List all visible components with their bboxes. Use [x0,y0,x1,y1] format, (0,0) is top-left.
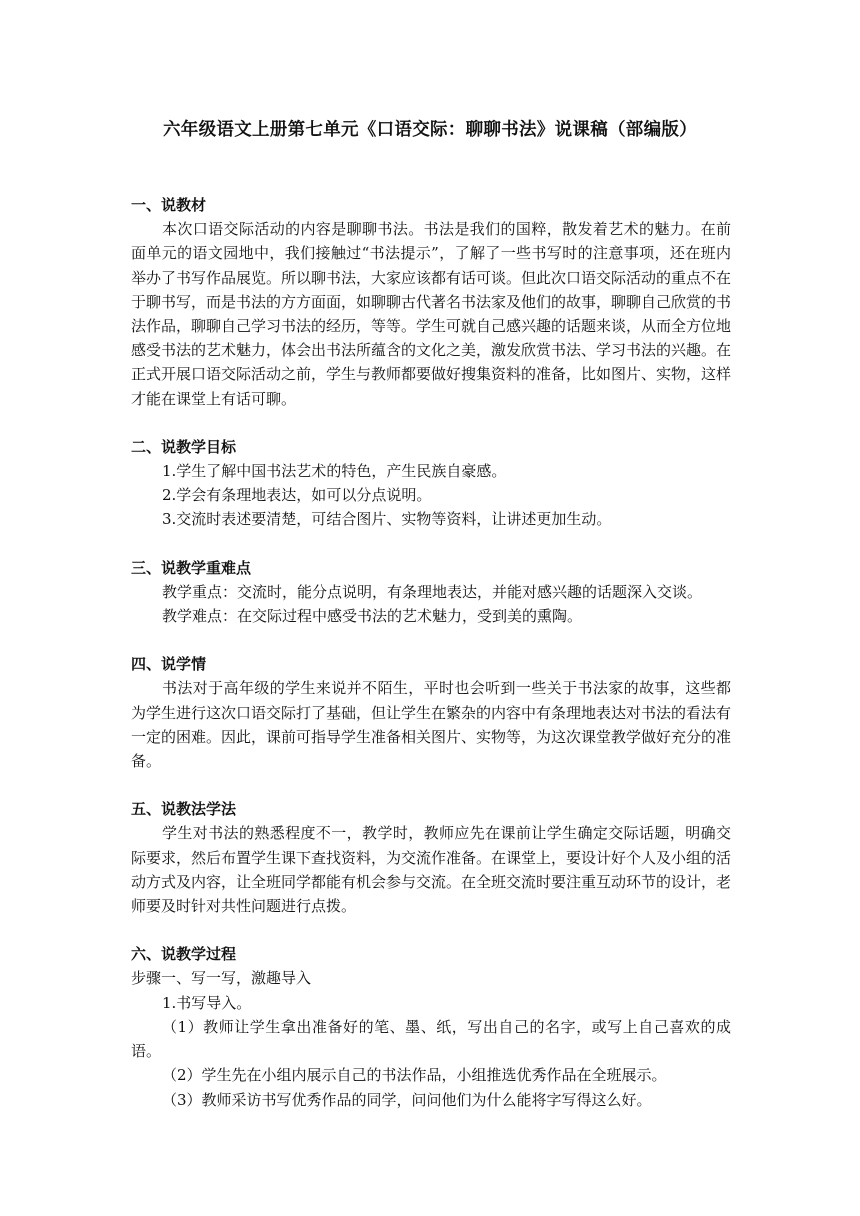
spacer [131,773,731,797]
paragraph: 教学难点：在交际过程中感受书法的艺术魅力，受到美的熏陶。 [162,607,583,626]
list-item: 1.学生了解中国书法艺术的特色，产生民族自豪感。 [162,462,507,481]
spacer [131,918,731,942]
section-teaching-goals [131,435,731,532]
section-student-analysis [131,652,731,773]
section-teaching-material [131,193,731,411]
document-body [131,193,731,1112]
paragraph: （2）学生先在小组内展示自己的书法作品，小组推选优秀作品在全班展示。 [162,1066,667,1085]
section-methods [131,797,731,918]
list-item: 3.交流时表述要清楚，可结合图片、实物等资料，让讲述更加生动。 [162,510,612,529]
paragraph: 学生对书法的熟悉程度不一，教学时，教师应先在课前让学生确定交际话题，明确交际要求，然后布置学生课下查找资料，为交流作准备。在课堂上，要设计好个人及小组的活动方式及内容，让全班同学都能有机会参与交流。在全班交流时要注重互动环节的设计，老师要及时针对共性问题进行点拨。 [131,824,732,916]
section-teaching-process [131,942,731,1111]
section-heading: 六、说教学过程 [131,945,237,964]
section-heading: 二、说教学目标 [131,437,237,456]
paragraph: 教学重点：交流时，能分点说明，有条理地表达，并能对感兴趣的话题深入交谈。 [162,582,703,601]
section-heading: 五、说教法学法 [131,800,237,819]
step-heading: 步骤一、写一写，激趣导入 [131,969,312,988]
paragraph: 本次口语交际活动的内容是聊聊书法。书法是我们的国粹，散发着艺术的魅力。在前面单元的语文园地中，我们接触过“书法提示”，了解了一些书写时的注意事项，还在班内举办了书写作品展览。所以聊书法，大家应该都有话可谈。但此次口语交际活动的重点不在于聊书写，而是书法的方方面面，如聊聊古代著名书法家及他们的故事，聊聊自己欣赏的书法作品，聊聊自己学习书法的经历，等等。学生可就自己感兴趣的话题来谈，从而全方位地感受书法的艺术魅力，体会出书法所蕴含的文化之美，激发欣赏书法、学习书法的兴趣。在正式开展口语交际活动之前，学生与教师都要做好搜集资料的准备，比如图片、实物，这样才能在课堂上有话可聊。 [131,220,732,408]
list-item: 2.学会有条理地表达，如可以分点说明。 [162,486,432,505]
paragraph: 书法对于高年级的学生来说并不陌生，平时也会听到一些关于书法家的故事，这些都为学生进行这次口语交际打了基础，但让学生在繁杂的内容中有条理地表达对书法的看法有一定的困难。因此，课前可指导学生准备相关图片、实物等，为这次课堂教学做好充分的准备。 [131,679,732,771]
section-heading: 三、说教学重难点 [131,558,252,577]
section-heading: 一、说教材 [131,196,207,214]
sub-heading: 1.书写导入。 [162,993,252,1012]
spacer [131,411,731,435]
section-heading: 四、说学情 [131,655,207,674]
paragraph: （3）教师采访书写优秀作品的同学，问问他们为什么能将字写得这么好。 [162,1090,652,1109]
spacer [131,532,731,556]
section-key-points [131,556,731,629]
spacer [131,628,731,652]
document-title: 六年级语文上册第七单元《口语交际：聊聊书法》说课稿（部编版） [163,120,697,140]
paragraph: （1）教师让学生拿出准备好的笔、墨、纸，写出自己的名字，或写上自己喜欢的成语。 [131,1017,731,1061]
